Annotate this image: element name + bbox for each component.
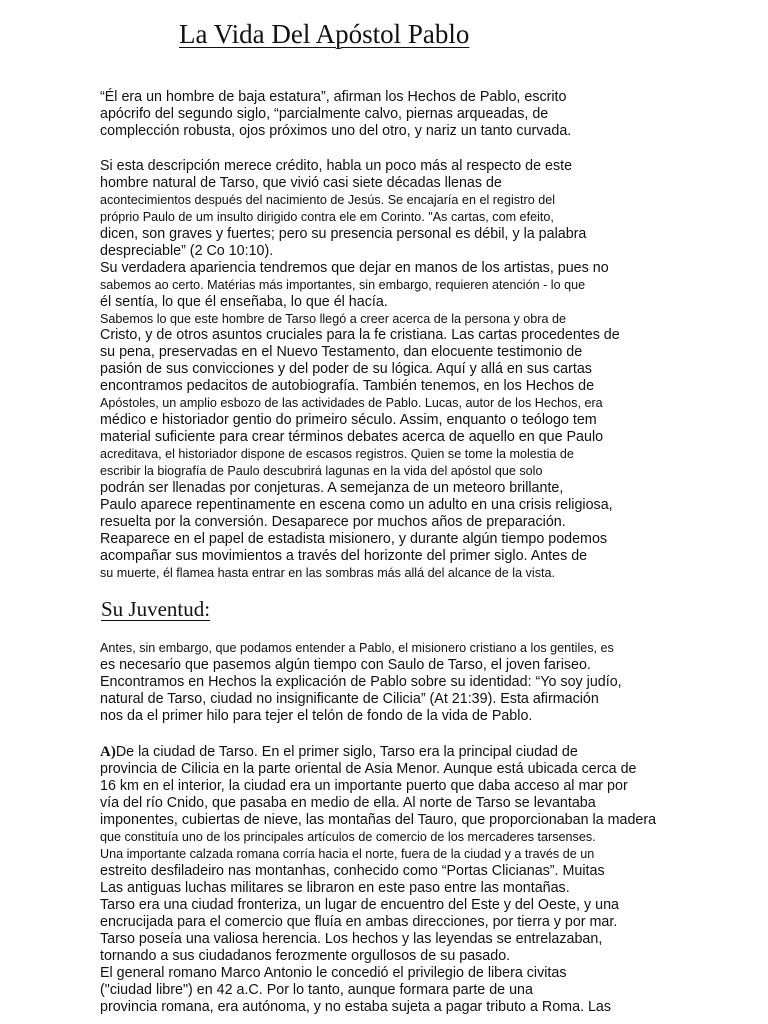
paragraph-line: despreciable” (2 Co 10:10). [100, 243, 274, 259]
paragraph-line: material suficiente para crear términos debates acerca de aquello en que Paulo [100, 429, 604, 446]
paragraph-line: acompañar sus movimientos a través del horizonte del primer siglo. Antes de [100, 548, 588, 565]
paragraph-line: ("ciudad libre") en 42 a.C. Por lo tanto, aunque formara parte de una [100, 982, 533, 998]
paragraph-line: Una importante calzada romana corría hacia el norte, fuera de la ciudad y a través de un [100, 847, 595, 861]
paragraph-line: él sentía, lo que él enseñaba, lo que él hacía. [100, 294, 388, 310]
document-title-text: La Vida Del Apóstol Pablo [179, 19, 470, 49]
paragraph-line: su pena, preservadas en el Nuevo Testamento, dan elocuente testimonio de [100, 344, 583, 361]
document-title [179, 16, 527, 52]
paragraph-line: sabemos ao certo. Matérias más importantes, sin embargo, requieren atención - lo que [100, 278, 586, 292]
paragraph-line: natural de Tarso, ciudad no insignificante de Cilicia” (At 21:39). Esta afirmación [100, 691, 599, 707]
paragraph-line: 16 km en el interior, la ciudad era un importante puerto que daba acceso al mar por [100, 778, 628, 794]
paragraph-line: próprio Paulo de um insulto dirigido contra ele em Corinto. "As cartas, com efeito, [100, 210, 554, 224]
paragraph-line: Encontramos en Hechos la explicación de Pablo sobre su identidad: “Yo soy judío, [100, 674, 622, 690]
paragraph-line: Tarso era una ciudad fronteriza, un lugar de encuentro del Este y del Oeste, y una [100, 897, 619, 913]
youth-paragraph [100, 640, 665, 725]
paragraph-line: resuelta por la conversión. Desaparece por muchos años de preparación. [100, 514, 566, 531]
section-heading-juventud [101, 595, 262, 623]
paragraph-line: que constituía uno de los principales artículos de comercio de los mercaderes tarsenses. [100, 830, 596, 844]
paragraph-line: Su verdadera apariencia tendremos que dejar en manos de los artistas, pues no [100, 260, 609, 276]
paragraph-line: médico e historiador gentio do primeiro século. Assim, enquanto o teólogo tem [100, 412, 597, 429]
paragraph-line: podrán ser llenadas por conjeturas. A semejanza de un meteoro brillante, [100, 480, 564, 497]
paragraph-line: Paulo aparece repentinamente en escena como un adulto en una crisis religiosa, [100, 497, 613, 514]
paragraph-line: estreito desfiladeiro nas montanhas, conhecido como “Portas Clicianas”. Muitas [100, 863, 605, 879]
tarso-paragraph [100, 744, 665, 1016]
paragraph-line: “Él era un hombre de baja estatura”, afirman los Hechos de Pablo, escrito [100, 89, 567, 105]
paragraph-line: escribir la biografía de Paulo descubrirá lagunas en la vida del apóstol que solo [100, 464, 543, 479]
paragraph-line: provincia romana, era autónoma, y no estaba sujeta a pagar tributo a Roma. Las [100, 999, 612, 1015]
paragraph-line: nos da el primer hilo para tejer el telón de fondo de la vida de Pablo. [100, 708, 533, 724]
paragraph-line: tornando a sus ciudadanos ferozmente orgullosos de su pasado. [100, 948, 511, 964]
paragraph-line-text: De la ciudad de Tarso. En el primer siglo, Tarso era la principal ciudad de [115, 744, 578, 760]
paragraph-line: encontramos pedacitos de autobiografía. También tenemos, en los Hechos de [100, 378, 595, 395]
paragraph-line: es necesario que pasemos algún tiempo con Saulo de Tarso, el joven fariseo. [100, 657, 591, 673]
paragraph-line: Antes, sin embargo, que podamos entender a Pablo, el misionero cristiano a los gentiles, es [100, 641, 614, 655]
paragraph-line: encrucijada para el comercio que fluía en ambas direcciones, por tierra y por mar. [100, 914, 618, 930]
paragraph-line: Reaparece en el papel de estadista misionero, y durante algún tiempo podemos [100, 531, 608, 548]
paragraph-line: Sabemos lo que este hombre de Tarso llegó a creer acerca de la persona y obra de [100, 312, 567, 326]
paragraph-line: pasión de sus convicciones y del poder de su lógica. Aquí y allá en sus cartas [100, 361, 592, 378]
paragraph-line: imponentes, cubiertas de nieve, las montañas del Tauro, que proporcionaban la madera [100, 812, 657, 828]
paragraph-line: su muerte, él flamea hasta entrar en las sombras más allá del alcance de la vista. [100, 566, 555, 581]
paragraph-line: Si esta descripción merece crédito, habla un poco más al respecto de este [100, 158, 573, 174]
quote-paragraph [100, 89, 665, 140]
paragraph-line: Cristo, y de otros asuntos cruciales para la fe cristiana. Las cartas procedentes de [100, 327, 620, 344]
paragraph-line: El general romano Marco Antonio le concedió el privilegio de libera civitas [100, 965, 567, 981]
paragraph-line: hombre natural de Tarso, que vivió casi siete décadas llenas de [100, 175, 502, 191]
paragraph-line: acreditava, el historiador dispone de escasos registros. Quien se tome la molestia de [100, 447, 574, 462]
paragraph-line: apócrifo del segundo siglo, “parcialmente calvo, piernas arqueadas, de [100, 106, 549, 122]
paragraph-line: provincia de Cilicia en la parte oriental de Asia Menor. Aunque está ubicada cerca de [100, 761, 637, 777]
paragraph-line: vía del río Cnido, que pasaba en medio de ella. Al norte de Tarso se levantaba [100, 795, 596, 811]
intro-paragraph [100, 158, 665, 582]
section-heading-text: Su Juventud: [101, 597, 211, 621]
paragraph-line: complección robusta, ojos próximos uno del otro, y nariz un tanto curvada. [100, 123, 572, 139]
paragraph-line [100, 744, 665, 761]
paragraph-line: dicen, son graves y fuertes; pero su presencia personal es débil, y la palabra [100, 226, 587, 242]
paragraph-line: Tarso poseía una valiosa herencia. Los hechos y las leyendas se entrelazaban, [100, 931, 603, 947]
paragraph-line: acontecimientos después del nacimiento de Jesús. Se encajaría en el registro del [100, 193, 556, 207]
paragraph-line: Apóstoles, un amplio esbozo de las actividades de Pablo. Lucas, autor de los Hechos, era [100, 396, 603, 411]
paragraph-line: Las antiguas luchas militares se libraron en este paso entre las montañas. [100, 880, 570, 896]
section-marker-a: A) [100, 744, 116, 760]
